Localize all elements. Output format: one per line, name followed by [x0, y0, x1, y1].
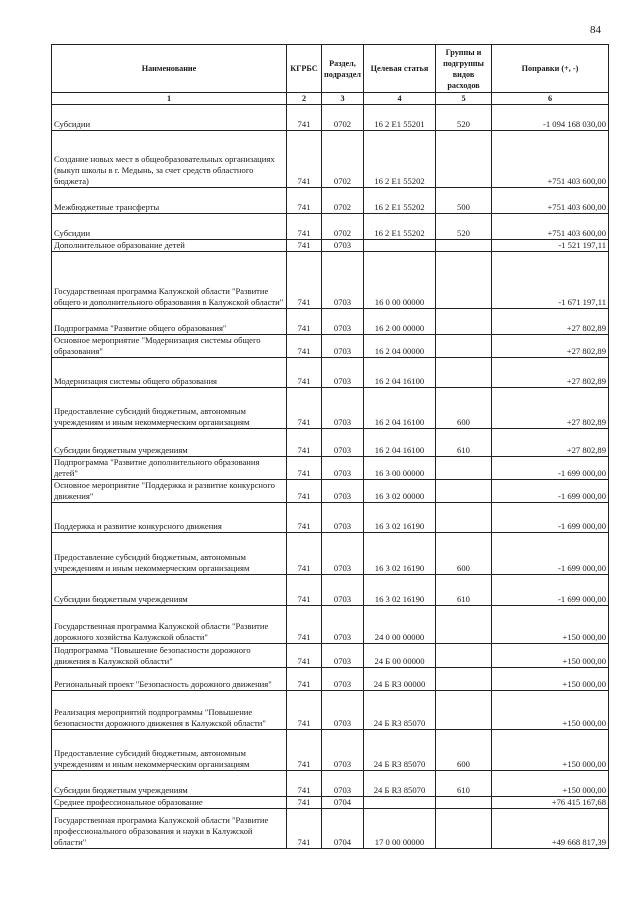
- row-name: Реализация мероприятий подпрограммы "Повышение безопасности дорожного движения в Калужской области": [52, 691, 287, 730]
- row-target: 16 2 04 16100: [364, 388, 436, 429]
- budget-amendments-table: [51, 44, 609, 849]
- table-row: [52, 503, 609, 533]
- row-section: 0703: [322, 358, 364, 388]
- row-target: 24 Б R3 85070: [364, 691, 436, 730]
- row-group: [436, 309, 492, 335]
- row-name: Субсидии: [52, 214, 287, 240]
- table-row: [52, 252, 609, 309]
- row-kgrbs: 741: [287, 503, 322, 533]
- header-groups: Группы и подгруппы видов расходов: [436, 45, 492, 93]
- row-name: Основное мероприятие "Модернизация системы общего образования": [52, 335, 287, 358]
- row-group: 600: [436, 730, 492, 771]
- row-amount: +76 415 167,68: [492, 797, 609, 809]
- row-section: 0702: [322, 214, 364, 240]
- column-number: 1: [52, 93, 287, 105]
- row-target: 16 2 E1 55202: [364, 188, 436, 214]
- row-group: 610: [436, 575, 492, 606]
- row-target: [364, 797, 436, 809]
- table-row: [52, 309, 609, 335]
- row-section: 0703: [322, 335, 364, 358]
- row-target: 16 2 04 00000: [364, 335, 436, 358]
- row-name: Государственная программа Калужской области "Развитие дорожного хозяйства Калужской области": [52, 606, 287, 644]
- row-name: Субсидии бюджетным учреждениям: [52, 575, 287, 606]
- row-group: 600: [436, 388, 492, 429]
- row-target: 16 3 02 16190: [364, 503, 436, 533]
- row-kgrbs: 741: [287, 606, 322, 644]
- row-section: 0703: [322, 771, 364, 797]
- table-row: [52, 131, 609, 188]
- row-name: Создание новых мест в общеобразовательных организациях (выкуп школы в г. Медынь, за счет средств областного бюджета): [52, 131, 287, 188]
- row-amount: +150 000,00: [492, 771, 609, 797]
- row-name: Подпрограмма "Развитие дополнительного образования детей": [52, 457, 287, 480]
- row-amount: -1 699 000,00: [492, 503, 609, 533]
- row-target: [364, 240, 436, 252]
- row-group: [436, 252, 492, 309]
- row-group: [436, 606, 492, 644]
- row-amount: +751 403 600,00: [492, 131, 609, 188]
- row-section: 0703: [322, 668, 364, 691]
- row-amount: +27 802,89: [492, 388, 609, 429]
- row-group: [436, 358, 492, 388]
- column-number: 2: [287, 93, 322, 105]
- row-section: 0703: [322, 457, 364, 480]
- row-kgrbs: 741: [287, 388, 322, 429]
- row-group: 520: [436, 105, 492, 131]
- row-kgrbs: 741: [287, 358, 322, 388]
- row-kgrbs: 741: [287, 240, 322, 252]
- row-name: Основное мероприятие "Поддержка и развитие конкурсного движения": [52, 480, 287, 503]
- row-amount: +150 000,00: [492, 606, 609, 644]
- row-amount: -1 094 168 030,00: [492, 105, 609, 131]
- row-section: 0703: [322, 533, 364, 575]
- row-group: [436, 668, 492, 691]
- row-section: 0703: [322, 309, 364, 335]
- table-row: [52, 388, 609, 429]
- row-group: [436, 644, 492, 668]
- row-kgrbs: 741: [287, 668, 322, 691]
- row-group: 610: [436, 771, 492, 797]
- row-kgrbs: 741: [287, 533, 322, 575]
- row-target: 16 3 02 16190: [364, 533, 436, 575]
- row-name: Поддержка и развитие конкурсного движения: [52, 503, 287, 533]
- row-name: Подпрограмма "Развитие общего образования": [52, 309, 287, 335]
- table-row: [52, 730, 609, 771]
- row-kgrbs: 741: [287, 188, 322, 214]
- row-name: Предоставление субсидий бюджетным, автономным учреждениям и иным некоммерческим организациям: [52, 730, 287, 771]
- row-section: 0703: [322, 730, 364, 771]
- column-number: 3: [322, 93, 364, 105]
- row-target: 16 2 04 16100: [364, 429, 436, 457]
- row-group: 600: [436, 533, 492, 575]
- row-kgrbs: 741: [287, 429, 322, 457]
- row-name: Межбюджетные трансферты: [52, 188, 287, 214]
- row-amount: +150 000,00: [492, 691, 609, 730]
- row-target: 24 Б R3 85070: [364, 730, 436, 771]
- header-kgrbs: КГРБС: [287, 45, 322, 93]
- row-amount: +27 802,89: [492, 335, 609, 358]
- row-amount: -1 699 000,00: [492, 575, 609, 606]
- row-group: [436, 691, 492, 730]
- table-row: [52, 480, 609, 503]
- row-target: 16 0 00 00000: [364, 252, 436, 309]
- row-section: 0703: [322, 240, 364, 252]
- row-amount: +150 000,00: [492, 644, 609, 668]
- row-group: [436, 131, 492, 188]
- row-group: [436, 480, 492, 503]
- row-section: 0702: [322, 131, 364, 188]
- row-target: 16 3 02 16190: [364, 575, 436, 606]
- row-target: 16 2 E1 55202: [364, 131, 436, 188]
- row-section: 0703: [322, 480, 364, 503]
- row-section: 0703: [322, 503, 364, 533]
- row-amount: +27 802,89: [492, 429, 609, 457]
- row-group: [436, 335, 492, 358]
- row-kgrbs: 741: [287, 480, 322, 503]
- row-amount: -1 699 000,00: [492, 457, 609, 480]
- row-name: Предоставление субсидий бюджетным, автономным учреждениям и иным некоммерческим организациям: [52, 533, 287, 575]
- row-group: 520: [436, 214, 492, 240]
- row-section: 0703: [322, 388, 364, 429]
- header-amendments: Поправки (+, -): [492, 45, 609, 93]
- table-row: [52, 668, 609, 691]
- row-kgrbs: 741: [287, 335, 322, 358]
- row-target: 24 0 00 00000: [364, 606, 436, 644]
- row-name: Государственная программа Калужской области "Развитие профессионального образования и науки в Калужской области": [52, 809, 287, 849]
- row-amount: -1 671 197,11: [492, 252, 609, 309]
- row-kgrbs: 741: [287, 214, 322, 240]
- row-target: 16 3 00 00000: [364, 457, 436, 480]
- page-number: 84: [590, 24, 601, 36]
- row-name: Дополнительное образование детей: [52, 240, 287, 252]
- row-kgrbs: 741: [287, 644, 322, 668]
- table-row: [52, 429, 609, 457]
- row-group: 610: [436, 429, 492, 457]
- row-target: 24 Б 00 00000: [364, 644, 436, 668]
- table-row: [52, 533, 609, 575]
- table-row: [52, 797, 609, 809]
- row-amount: +49 668 817,39: [492, 809, 609, 849]
- row-name: Субсидии бюджетным учреждениям: [52, 771, 287, 797]
- table-row: [52, 188, 609, 214]
- row-kgrbs: 741: [287, 309, 322, 335]
- row-name: Модернизация системы общего образования: [52, 358, 287, 388]
- table-row: [52, 606, 609, 644]
- row-amount: -1 521 197,11: [492, 240, 609, 252]
- row-kgrbs: 741: [287, 575, 322, 606]
- table-row: [52, 214, 609, 240]
- row-name: Субсидии: [52, 105, 287, 131]
- row-target: 16 2 E1 55201: [364, 105, 436, 131]
- table-row: [52, 457, 609, 480]
- row-name: Подпрограмма "Повышение безопасности дорожного движения в Калужской области": [52, 644, 287, 668]
- row-kgrbs: 741: [287, 771, 322, 797]
- row-name: Субсидии бюджетным учреждениям: [52, 429, 287, 457]
- row-section: 0703: [322, 691, 364, 730]
- row-section: 0702: [322, 188, 364, 214]
- header-name: Наименование: [52, 45, 287, 93]
- row-amount: -1 699 000,00: [492, 533, 609, 575]
- row-target: 24 Б R3 00000: [364, 668, 436, 691]
- row-section: 0703: [322, 575, 364, 606]
- row-section: 0703: [322, 252, 364, 309]
- row-name: Предоставление субсидий бюджетным, автономным учреждениям и иным некоммерческим организациям: [52, 388, 287, 429]
- table-row: [52, 575, 609, 606]
- row-amount: +751 403 600,00: [492, 214, 609, 240]
- row-target: 16 2 04 16100: [364, 358, 436, 388]
- row-group: [436, 503, 492, 533]
- row-group: [436, 797, 492, 809]
- row-section: 0702: [322, 105, 364, 131]
- row-kgrbs: 741: [287, 131, 322, 188]
- row-kgrbs: 741: [287, 105, 322, 131]
- row-kgrbs: 741: [287, 809, 322, 849]
- row-section: 0703: [322, 429, 364, 457]
- table-row: [52, 358, 609, 388]
- row-section: 0703: [322, 644, 364, 668]
- column-number: 4: [364, 93, 436, 105]
- table-row: [52, 335, 609, 358]
- table-row: [52, 240, 609, 252]
- row-amount: +150 000,00: [492, 730, 609, 771]
- row-group: [436, 457, 492, 480]
- row-amount: +150 000,00: [492, 668, 609, 691]
- row-section: 0704: [322, 797, 364, 809]
- row-section: 0703: [322, 606, 364, 644]
- table-header-row: [52, 45, 609, 93]
- row-group: [436, 240, 492, 252]
- row-name: Государственная программа Калужской области "Развитие общего и дополнительного образования в Калужской области": [52, 252, 287, 309]
- row-kgrbs: 741: [287, 691, 322, 730]
- table-row: [52, 691, 609, 730]
- row-target: 16 3 02 00000: [364, 480, 436, 503]
- column-number-row: [52, 93, 609, 105]
- table-row: [52, 105, 609, 131]
- row-group: [436, 809, 492, 849]
- row-target: 16 2 00 00000: [364, 309, 436, 335]
- row-section: 0704: [322, 809, 364, 849]
- header-section: Раздел, подраздел: [322, 45, 364, 93]
- header-target: Целевая статья: [364, 45, 436, 93]
- row-kgrbs: 741: [287, 797, 322, 809]
- row-name: Среднее профессиональное образование: [52, 797, 287, 809]
- table-row: [52, 809, 609, 849]
- row-amount: +27 802,89: [492, 358, 609, 388]
- row-kgrbs: 741: [287, 730, 322, 771]
- row-target: 24 Б R3 85070: [364, 771, 436, 797]
- row-amount: +751 403 600,00: [492, 188, 609, 214]
- row-target: 16 2 E1 55202: [364, 214, 436, 240]
- row-target: 17 0 00 00000: [364, 809, 436, 849]
- table-row: [52, 771, 609, 797]
- row-amount: +27 802,89: [492, 309, 609, 335]
- column-number: 6: [492, 93, 609, 105]
- row-kgrbs: 741: [287, 252, 322, 309]
- row-amount: -1 699 000,00: [492, 480, 609, 503]
- row-name: Региональный проект "Безопасность дорожного движения": [52, 668, 287, 691]
- row-group: 500: [436, 188, 492, 214]
- column-number: 5: [436, 93, 492, 105]
- row-kgrbs: 741: [287, 457, 322, 480]
- table-row: [52, 644, 609, 668]
